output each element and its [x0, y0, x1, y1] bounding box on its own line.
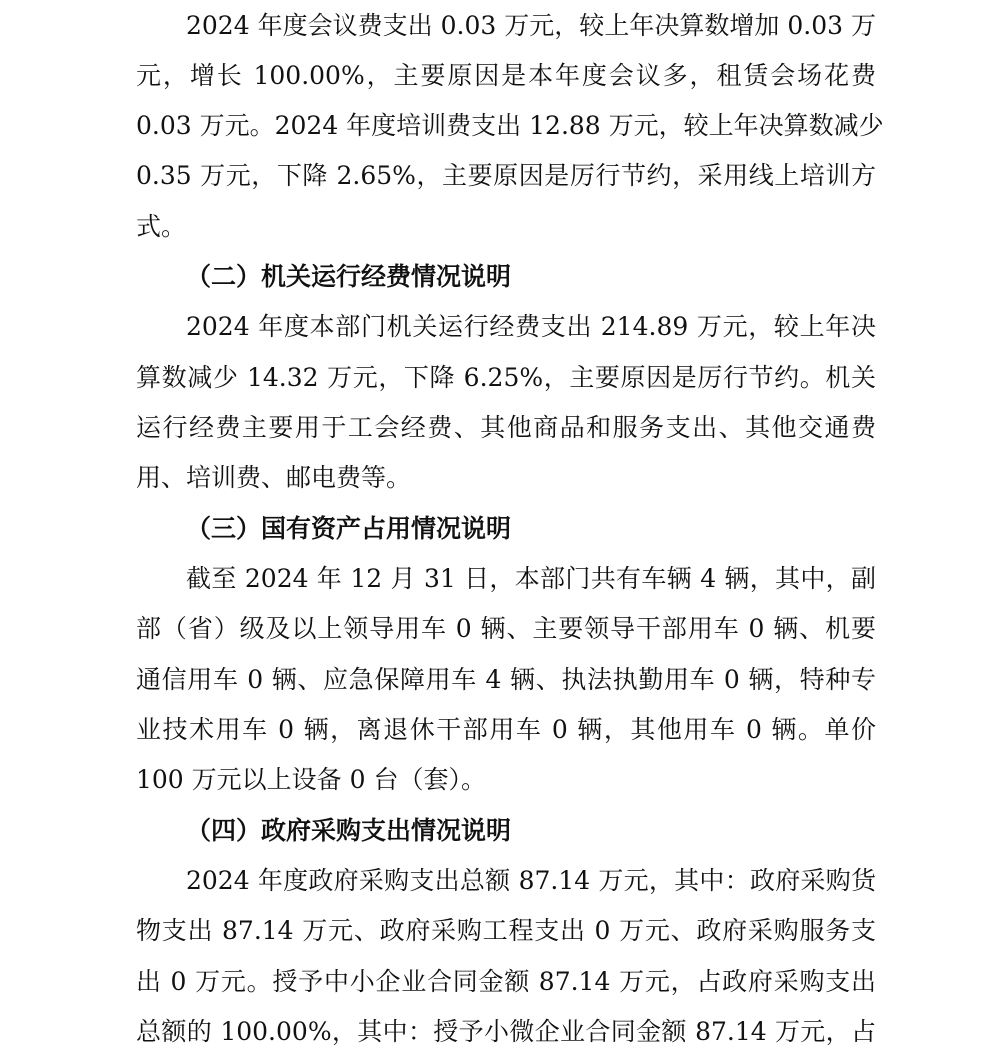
paragraph-line: 100 万元以上设备 0 台（套）。	[136, 765, 486, 794]
section-heading-4: （四）政府采购支出情况说明	[186, 816, 512, 845]
paragraph-line: 用、培训费、邮电费等。	[136, 463, 412, 492]
paragraph-line: 运行经费主要用于工会经费、其他商品和服务支出、其他交通费	[136, 413, 876, 442]
paragraph-line: 业技术用车 0 辆，离退休干部用车 0 辆，其他用车 0 辆。单价	[136, 715, 876, 744]
paragraph-line: 物支出 87.14 万元、政府采购工程支出 0 万元、政府采购服务支	[136, 916, 876, 945]
paragraph-line: 算数减少 14.32 万元，下降 6.25%，主要原因是厉行节约。机关	[136, 363, 876, 392]
paragraph-line: 元，增长 100.00%，主要原因是本年度会议多，租赁会场花费	[136, 61, 876, 90]
paragraph-line: 出 0 万元。授予中小企业合同金额 87.14 万元，占政府采购支出	[136, 967, 876, 996]
paragraph-line: 总额的 100.00%，其中：授予小微企业合同金额 87.14 万元，占	[136, 1017, 876, 1046]
paragraph-line: 通信用车 0 辆、应急保障用车 4 辆、执法执勤用车 0 辆，特种专	[136, 665, 876, 694]
paragraph-line: 2024 年度政府采购支出总额 87.14 万元，其中：政府采购货	[186, 866, 876, 895]
paragraph-line: 0.35 万元，下降 2.65%，主要原因是厉行节约，采用线上培训方	[136, 161, 876, 190]
paragraph-line: 2024 年度本部门机关运行经费支出 214.89 万元，较上年决	[186, 312, 876, 341]
paragraph-line: 式。	[136, 212, 187, 241]
paragraph-line: 截至 2024 年 12 月 31 日，本部门共有车辆 4 辆，其中，副	[186, 564, 876, 593]
section-heading-3: （三）国有资产占用情况说明	[186, 514, 512, 543]
paragraph-line: 2024 年度会议费支出 0.03 万元，较上年决算数增加 0.03 万	[186, 11, 876, 40]
paragraph-line: 0.03 万元。2024 年度培训费支出 12.88 万元，较上年决算数减少	[136, 111, 884, 140]
paragraph-line: 部（省）级及以上领导用车 0 辆、主要领导干部用车 0 辆、机要	[136, 614, 876, 643]
section-heading-2: （二）机关运行经费情况说明	[186, 262, 512, 291]
